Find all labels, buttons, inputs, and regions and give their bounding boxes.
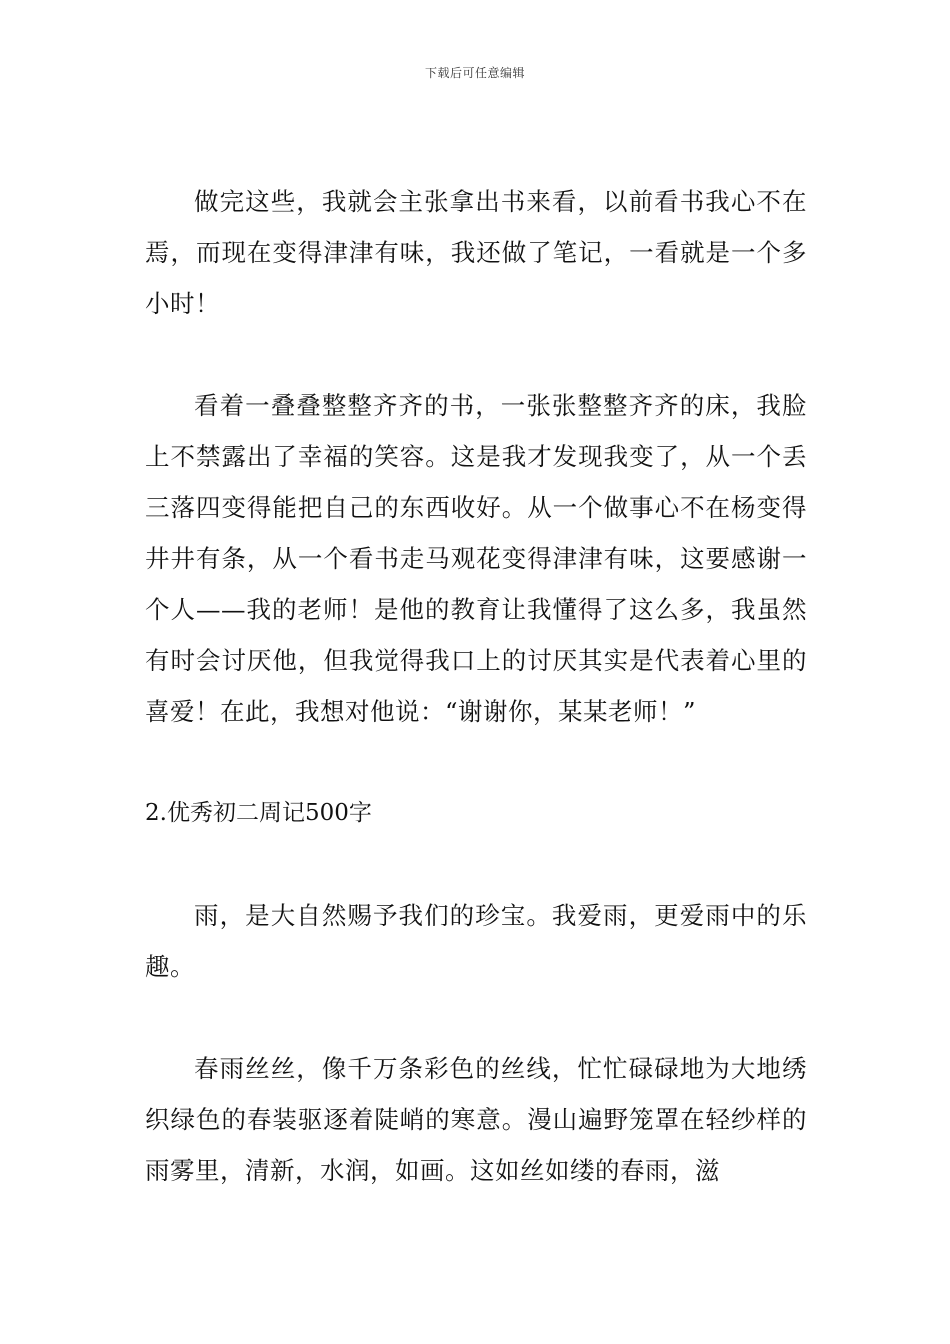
paragraph-2: 看着一叠叠整整齐齐的书，一张张整整齐齐的床，我脸上不禁露出了幸福的笑容。这是我才发现我变了，从一个丢三落四变得能把自己的东西收好。从一个做事心不在杨变得井井有条，从一个看书走马观花变得津津有味，这要感谢一个人——我的老师！是他的教育让我懂得了这么多，我虽然有时会讨厌他，但我觉得我口上的讨厌其实是代表着心里的喜爱！在此，我想对他说：“谢谢你，某某老师！”: [145, 391, 807, 726]
paragraph-4: 春雨丝丝，像千万条彩色的丝线，忙忙碌碌地为大地绣织绿色的春装驱逐着陡峭的寒意。漫山遍野笼罩在轻纱样的雨雾里，清新，水润，如画。这如丝如缕的春雨，滋: [145, 1054, 807, 1185]
paragraph-gap: [145, 992, 807, 1043]
paragraph-gap: [145, 737, 807, 788]
page-header: 下载后可任意编辑: [424, 66, 525, 80]
paragraph-gap: [145, 329, 807, 380]
section-heading: 2.优秀初二周记500字: [145, 800, 372, 826]
paragraph-3: 雨，是大自然赐予我们的珍宝。我爱雨，更爱雨中的乐趣。: [145, 901, 807, 981]
paragraph-gap: [145, 839, 807, 890]
paragraph-1: 做完这些，我就会主张拿出书来看，以前看书我心不在焉，而现在变得津津有味，我还做了笔记，一看就是一个多小时！: [145, 187, 807, 318]
document-body: [145, 176, 807, 1196]
